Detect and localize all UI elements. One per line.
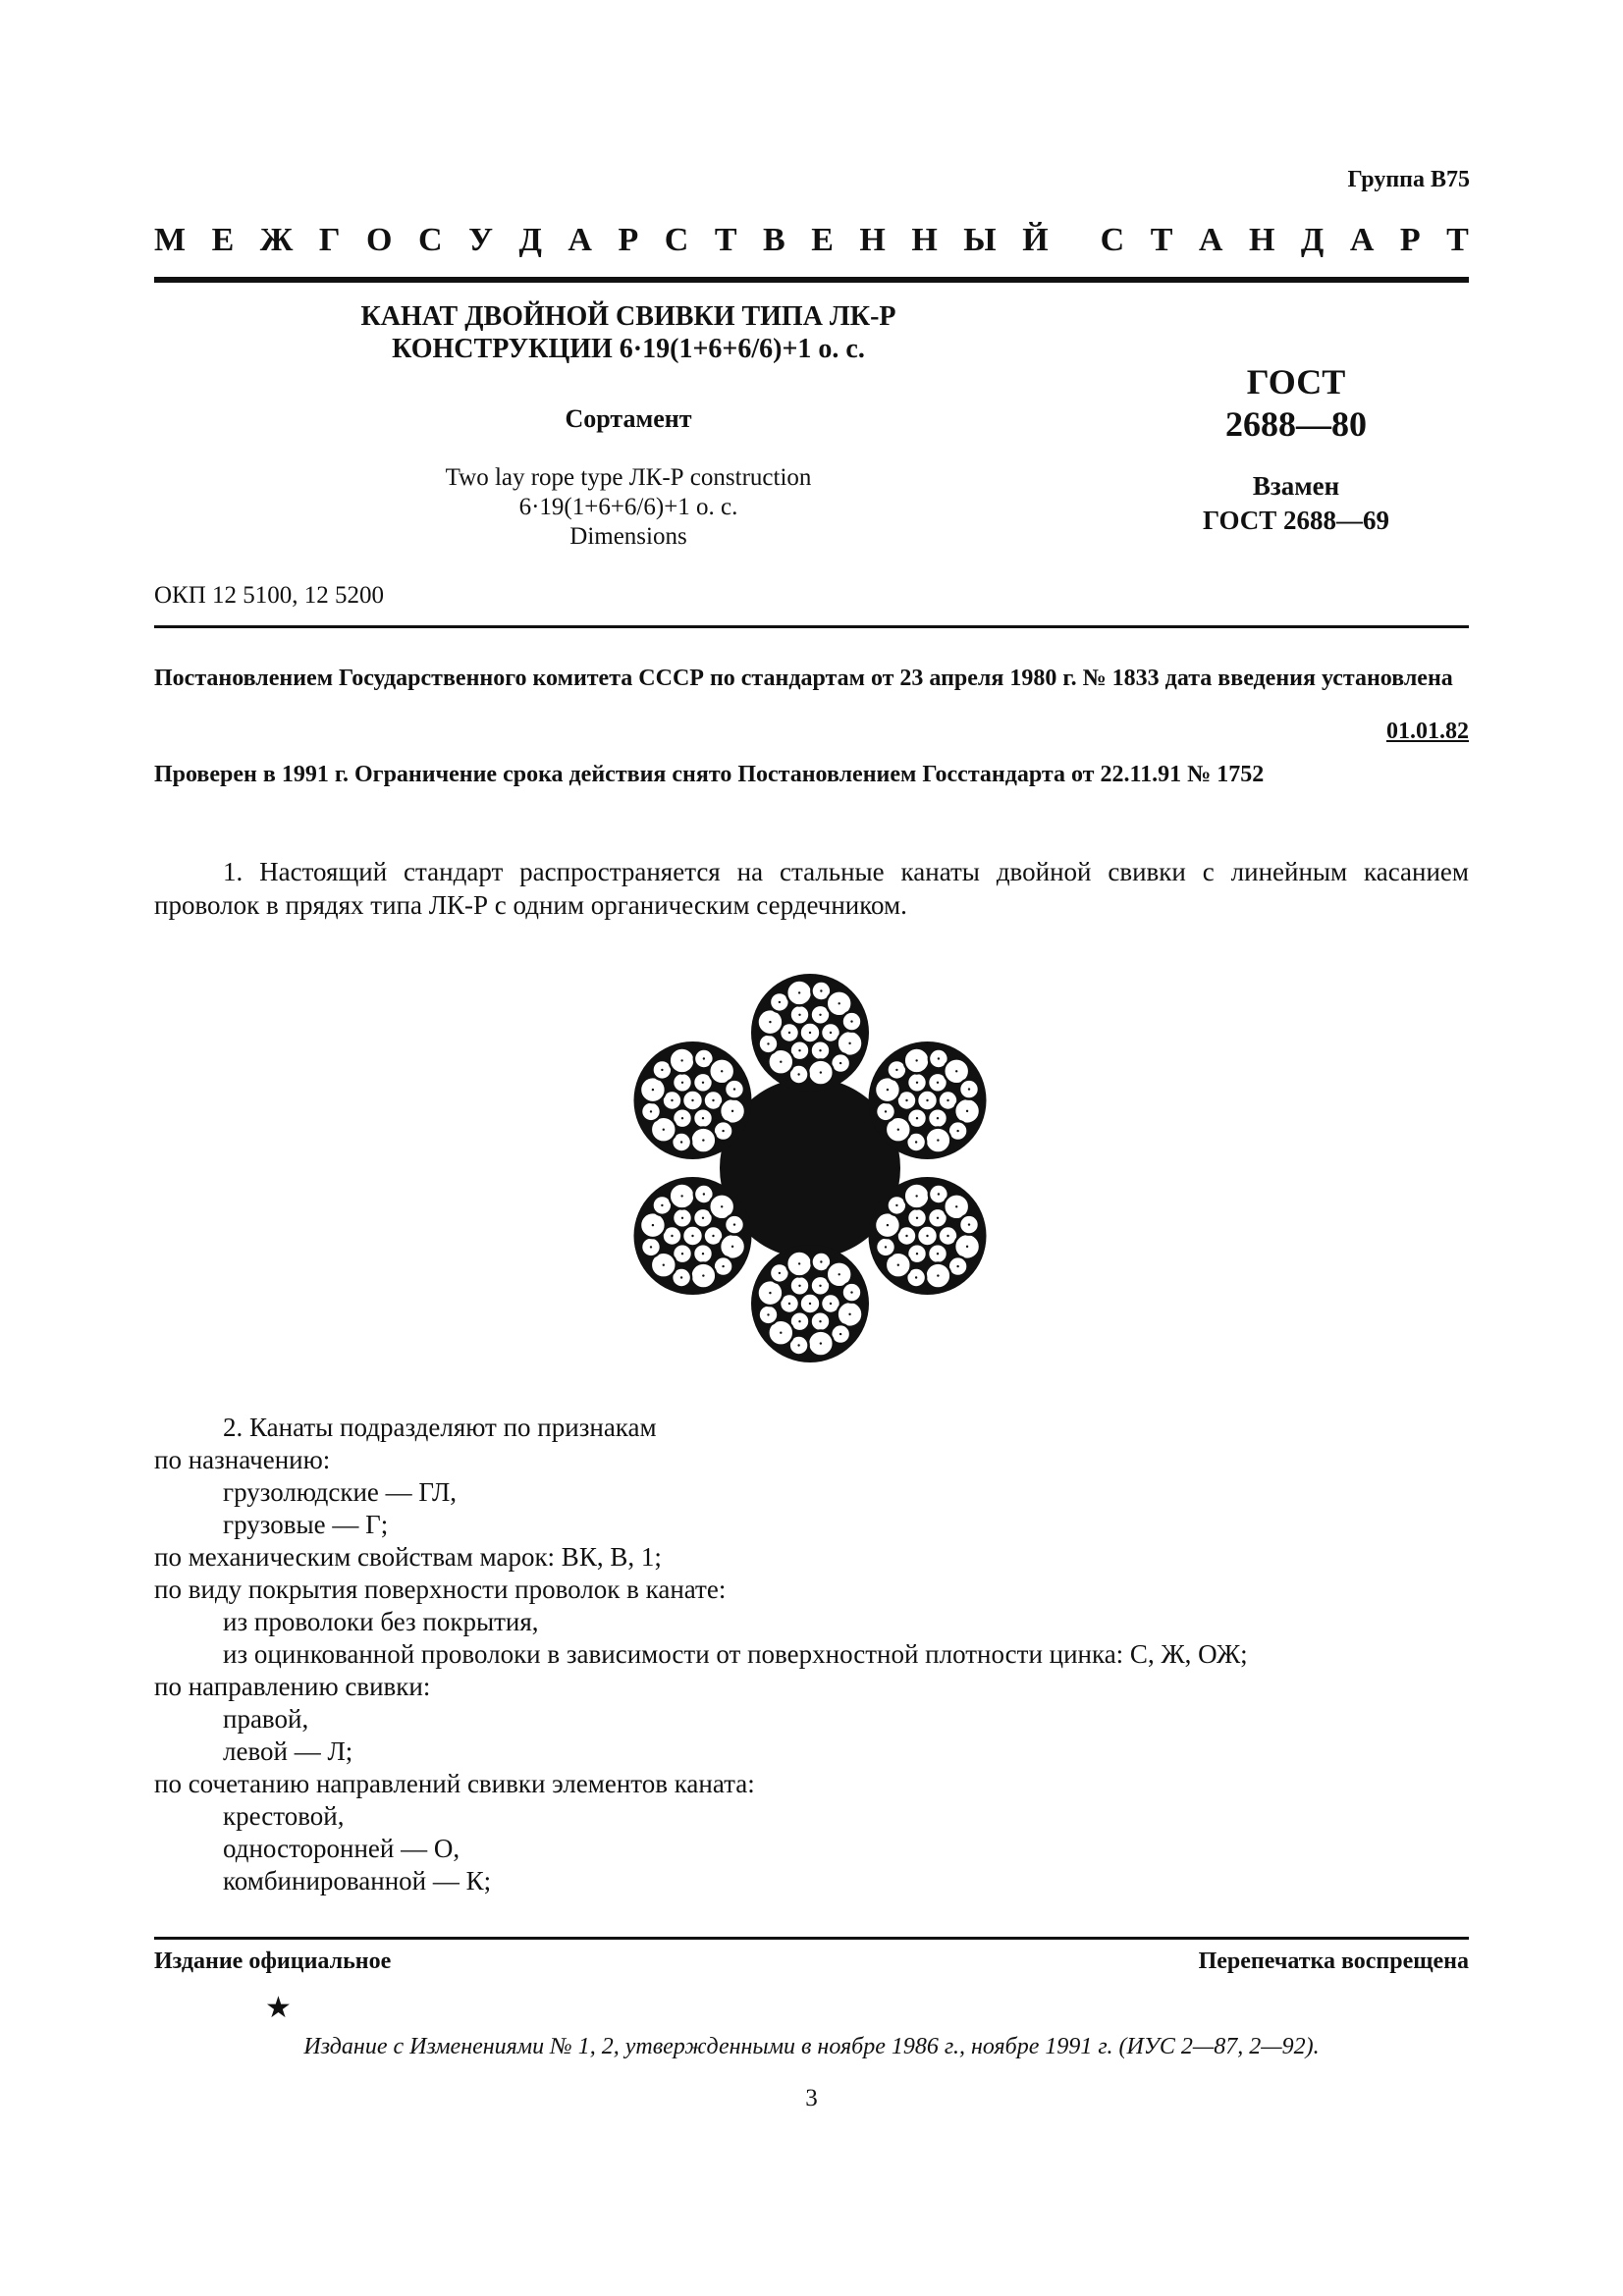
english-title-line: 6·19(1+6+6/6)+1 о. с. (518, 494, 738, 520)
strand (751, 974, 869, 1092)
list-item: по механическим свойствам марок: ВК, В, 1; (154, 1542, 662, 1572)
wire-center-dot (895, 1069, 897, 1071)
english-title-line: Two lay rope type ЛК-Р construction (445, 464, 812, 491)
wire-center-dot (839, 1062, 841, 1064)
wire-center-dot (819, 1320, 821, 1322)
heading-letter: Ж (259, 222, 294, 258)
wire-center-dot (780, 1332, 782, 1334)
list-item: по назначению: (154, 1445, 331, 1474)
wire-center-dot (733, 1088, 735, 1090)
wire-center-dot (780, 1061, 782, 1063)
wire-center-dot (702, 1274, 704, 1276)
wire-center-dot (779, 1272, 781, 1274)
wire-center-dot (663, 1264, 665, 1266)
list-item: правой, (223, 1704, 309, 1734)
section-rule (154, 625, 1469, 628)
wire-center-dot (650, 1246, 652, 1248)
gost-label: ГОСТ (1246, 362, 1346, 401)
wire-center-dot (797, 1073, 799, 1075)
wire-center-dot (905, 1235, 907, 1237)
heading-letter: Д (1300, 222, 1325, 258)
wire-center-dot (885, 1110, 887, 1112)
gost-number: 2688—80 (1225, 404, 1367, 444)
strand (869, 1041, 987, 1159)
strand (633, 1041, 751, 1159)
wire-center-dot (798, 1014, 800, 1016)
wire-center-dot (652, 1224, 654, 1226)
list-item: левой — Л; (223, 1736, 353, 1766)
list-item: по сочетанию направлений свивки элементов каната: (154, 1769, 755, 1798)
wire-center-dot (712, 1235, 714, 1237)
reprint-prohibited-label: Перепечатка воспрещена (1198, 1949, 1469, 1974)
replaces-label: Взамен (1252, 471, 1340, 501)
wire-center-dot (798, 1320, 800, 1322)
wire-center-dot (703, 1057, 705, 1059)
wire-center-dot (702, 1253, 704, 1255)
heading-letter: С (1100, 222, 1125, 258)
wire-center-dot (681, 1253, 683, 1255)
wire-center-dot (938, 1057, 940, 1059)
paragraph-1: 1. Настоящий стандарт распространяется на стальные канаты двойной свивки с линейным касанием проволок в прядях типа ЛК-Р с одним органическим сердечником. (154, 857, 1469, 920)
english-title (255, 463, 1001, 552)
wire-center-dot (830, 1303, 832, 1305)
star-icon: ★ (265, 1992, 292, 2024)
wire-center-dot (798, 991, 800, 993)
heading-letter: О (366, 222, 393, 258)
wire-center-dot (721, 1205, 723, 1207)
wire-center-dot (820, 989, 822, 991)
wire-center-dot (937, 1217, 939, 1219)
introduction-date: 01.01.82 (1386, 719, 1469, 744)
list-item: грузовые — Г; (223, 1510, 389, 1539)
replaces-block (1109, 469, 1483, 538)
wire-center-dot (733, 1223, 735, 1225)
wire-center-dot (897, 1129, 899, 1131)
heading-letter: Н (1248, 222, 1275, 258)
wire-center-dot (848, 1042, 850, 1044)
wire-center-dot (820, 1071, 822, 1073)
checked-note: Проверен в 1991 г. Ограничение срока действия снято Постановлением Госстандарта от 22.11.91 № 1752 (154, 762, 1265, 787)
heading-letter: А (1198, 222, 1223, 258)
page-number: 3 (805, 2085, 818, 2111)
wire-center-dot (680, 1141, 682, 1143)
wire-center-dot (712, 1099, 714, 1101)
wire-center-dot (850, 1291, 852, 1293)
standard-type-heading (154, 222, 1469, 259)
wire-center-dot (702, 1117, 704, 1119)
heading-letter: М (154, 222, 187, 258)
wire-center-dot (956, 1130, 958, 1132)
wire-center-dot (926, 1235, 928, 1237)
wire-center-dot (915, 1276, 917, 1278)
wire-center-dot (769, 1292, 771, 1294)
wire-center-dot (848, 1313, 850, 1315)
wire-center-dot (809, 1303, 811, 1305)
list-item: из оцинкованной проволоки в зависимости от поверхностной плотности цинка: С, Ж, ОЖ; (223, 1639, 1248, 1669)
wire-center-dot (937, 1082, 939, 1084)
wire-center-dot (731, 1246, 733, 1248)
list-item: по виду покрытия поверхности проволок в канате: (154, 1575, 727, 1604)
wire-center-dot (956, 1265, 958, 1267)
document-title (255, 300, 1001, 365)
wire-center-dot (681, 1117, 683, 1119)
official-edition-label: Издание официальное (154, 1949, 392, 1974)
wire-center-dot (916, 1082, 918, 1084)
heading-letter: Е (811, 222, 834, 258)
wire-center-dot (691, 1235, 693, 1237)
wire-center-dot (702, 1139, 704, 1141)
wire-center-dot (916, 1253, 918, 1255)
wire-center-dot (937, 1274, 939, 1276)
wire-center-dot (767, 1042, 769, 1044)
heading-letter: Н (911, 222, 938, 258)
wire-center-dot (819, 1014, 821, 1016)
wire-center-dot (839, 1002, 840, 1004)
wire-center-dot (830, 1032, 832, 1034)
heading-letter: Р (1399, 222, 1421, 258)
wire-center-dot (797, 1344, 799, 1346)
wire-center-dot (968, 1223, 970, 1225)
wire-center-dot (671, 1235, 673, 1237)
wire-center-dot (661, 1204, 663, 1206)
list-item: крестовой, (223, 1801, 345, 1831)
heading-letter: С (418, 222, 443, 258)
wire-center-dot (915, 1059, 917, 1061)
wire-center-dot (937, 1117, 939, 1119)
wire-center-dot (839, 1273, 840, 1275)
wire-center-dot (650, 1110, 652, 1112)
list-item: комбинированной — К; (223, 1866, 492, 1896)
heading-letter: С (664, 222, 689, 258)
wire-center-dot (681, 1217, 683, 1219)
heading-letter: В (763, 222, 785, 258)
wire-center-dot (937, 1139, 939, 1141)
heading-letter: Н (859, 222, 886, 258)
wire-center-dot (966, 1246, 968, 1248)
heading-letter: Т (714, 222, 737, 258)
wire-center-dot (661, 1069, 663, 1071)
wire-center-dot (885, 1246, 887, 1248)
heading-letter: А (1349, 222, 1375, 258)
heading-letter: Т (1150, 222, 1173, 258)
heading-letter: Ы (963, 222, 997, 258)
wire-center-dot (966, 1110, 968, 1112)
wire-center-dot (819, 1049, 821, 1051)
wire-center-dot (691, 1099, 693, 1101)
strand (751, 1245, 869, 1362)
wire-center-dot (779, 1001, 781, 1003)
wire-center-dot (680, 1195, 682, 1197)
heading-letter: Р (618, 222, 639, 258)
wire-center-dot (798, 1049, 800, 1051)
heading-letter: Й (1022, 222, 1049, 258)
wire-center-dot (895, 1204, 897, 1206)
wire-center-dot (788, 1032, 790, 1034)
wire-center-dot (937, 1253, 939, 1255)
list-item: из проволоки без покрытия, (223, 1607, 539, 1636)
list-item: грузолюдские — ГЛ, (223, 1477, 458, 1507)
wire-center-dot (839, 1333, 841, 1335)
wire-center-dot (767, 1313, 769, 1315)
wire-center-dot (955, 1205, 957, 1207)
wire-center-dot (798, 1262, 800, 1264)
wire-center-dot (820, 1342, 822, 1344)
list-item: по направлению свивки: (154, 1672, 431, 1701)
wire-center-dot (722, 1265, 724, 1267)
wire-center-dot (680, 1059, 682, 1061)
rope-cross-section-figure (589, 962, 1031, 1374)
wire-center-dot (820, 1260, 822, 1262)
wire-center-dot (850, 1020, 852, 1022)
list-item: односторонней — О, (223, 1834, 460, 1863)
wire-center-dot (788, 1303, 790, 1305)
classification-list (154, 1412, 1529, 1897)
document-subtitle: Сортамент (565, 404, 692, 433)
heading-rule (154, 277, 1469, 283)
wire-center-dot (897, 1264, 899, 1266)
wire-center-dot (947, 1099, 948, 1101)
wire-center-dot (671, 1099, 673, 1101)
title-line-1: КАНАТ ДВОЙНОЙ СВИВКИ ТИПА ЛК-Р (360, 301, 896, 332)
gost-designation (1109, 361, 1483, 446)
decree-text: Постановлением Государственного комитета СССР по стандартам от 23 апреля 1980 г. № 1833 дата введения установлена (154, 666, 1453, 691)
english-title-line: Dimensions (569, 523, 687, 550)
wire-center-dot (938, 1193, 940, 1195)
wire-center-dot (915, 1141, 917, 1143)
wire-center-dot (722, 1130, 724, 1132)
wire-center-dot (819, 1285, 821, 1287)
heading-letter: Е (211, 222, 235, 258)
list-item: 2. Канаты подразделяют по признакам (223, 1413, 657, 1442)
strand (633, 1177, 751, 1295)
heading-letter: Г (318, 222, 341, 258)
wire-center-dot (652, 1089, 654, 1091)
wire-center-dot (905, 1099, 907, 1101)
wire-center-dot (731, 1110, 733, 1112)
wire-center-dot (798, 1285, 800, 1287)
wire-center-dot (702, 1217, 704, 1219)
wire-center-dot (887, 1224, 889, 1226)
wire-center-dot (663, 1129, 665, 1131)
wire-center-dot (681, 1082, 683, 1084)
wire-center-dot (809, 1032, 811, 1034)
wire-center-dot (916, 1217, 918, 1219)
okp-codes: ОКП 12 5100, 12 5200 (154, 582, 385, 609)
wire-center-dot (915, 1195, 917, 1197)
wire-center-dot (702, 1082, 704, 1084)
wire-center-dot (680, 1276, 682, 1278)
edition-note: Издание с Изменениями № 1, 2, утвержденными в ноябре 1986 г., ноябре 1991 г. (ИУС 2—87, 2—92). (303, 2034, 1320, 2059)
heading-letter: Т (1446, 222, 1469, 258)
group-code: Группа В75 (1347, 167, 1470, 192)
wire-center-dot (721, 1070, 723, 1072)
wire-center-dot (769, 1021, 771, 1023)
wire-center-dot (703, 1193, 705, 1195)
heading-letter: Д (518, 222, 542, 258)
strand (869, 1177, 987, 1295)
wire-center-dot (947, 1235, 948, 1237)
wire-center-dot (887, 1089, 889, 1091)
wire-center-dot (968, 1088, 970, 1090)
footer-rule (154, 1937, 1469, 1940)
replaces-number: ГОСТ 2688—69 (1202, 506, 1390, 535)
heading-letter: У (468, 222, 494, 258)
wire-center-dot (955, 1070, 957, 1072)
heading-letter: А (568, 222, 592, 258)
wire-center-dot (926, 1099, 928, 1101)
title-line-2: КОНСТРУКЦИИ 6·19(1+6+6/6)+1 о. с. (392, 334, 865, 364)
wire-center-dot (916, 1117, 918, 1119)
